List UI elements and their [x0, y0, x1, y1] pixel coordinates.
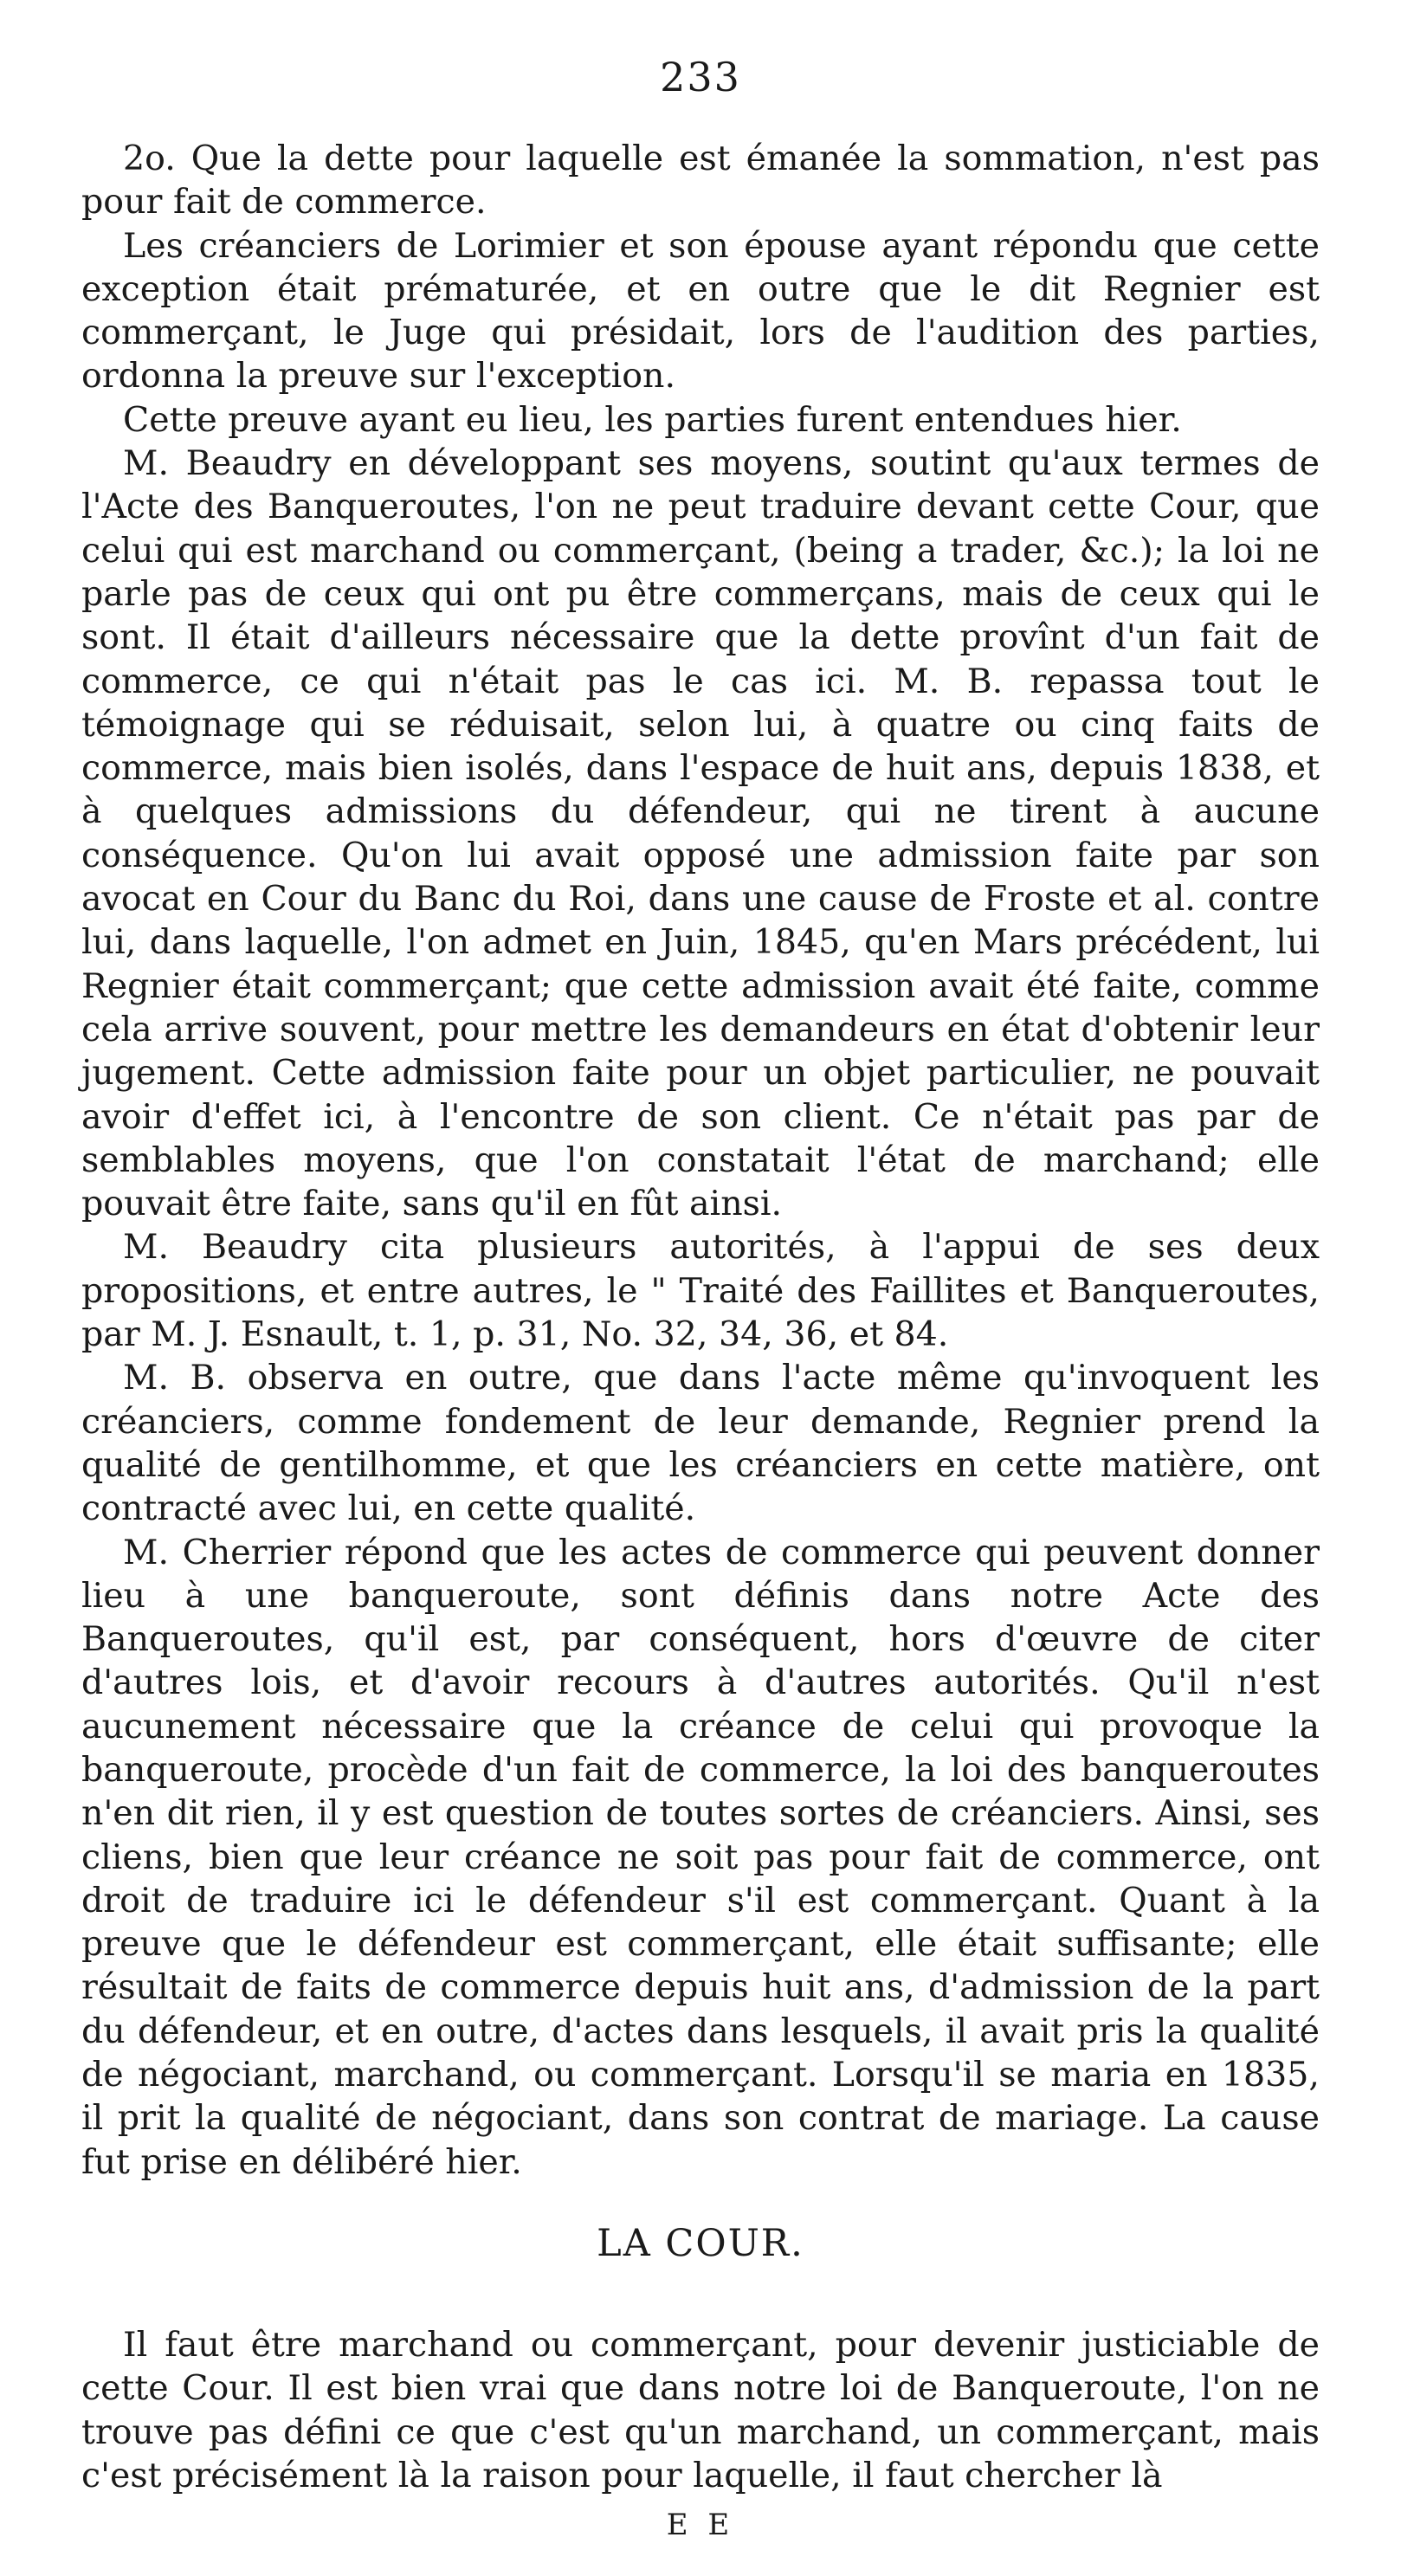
paragraph: Il faut être marchand ou commerçant, pour devenir justiciable de cette Cour. Il est bien vrai que dans notre loi de Banqueroute, l'on ne trouve pas défini ce que c'est qu'un marchand, un commerçant, mais c'est précisément là la raison pour laquelle, il faut chercher là: [81, 2325, 1320, 2495]
section-heading: LA COUR.: [597, 2222, 804, 2265]
paragraph: 2o. Que la dette pour laquelle est émanée la sommation, n'est pas pour fait de commerce.: [81, 139, 1320, 223]
paragraph: M. Beaudry cita plusieurs autorités, à l'appui de ses deux propositions, et entre autres, le " Traité des Faillites et Banqueroutes, par M. J. Esnault, t. 1, p. 31, No. 32, 34, 36, et 84.: [81, 1227, 1320, 1355]
body-text: [81, 137, 1320, 2184]
paragraph: Cette preuve ayant eu lieu, les parties furent entendues hier.: [123, 399, 1182, 440]
paragraph: M. Cherrier répond que les actes de commerce qui peuvent donner lieu à une banqueroute, sont définis dans notre Acte des Banqueroutes, qu'il est, par conséquent, hors d'œuvre de citer d'autres lois, et d'avoir recours à d'autres autorités. Qu'il n'est aucunement nécessaire que la créance de celui qui provoque la banqueroute, procède d'un fait de commerce, la loi des banqueroutes n'en dit rien, il y est question de toutes sortes de créanciers. Ainsi, ses cliens, bien que leur créance ne soit pas pour fait de commerce, ont droit de traduire ici le défendeur s'il est commerçant. Quant à la preuve que le défendeur est commerçant, elle était suffisante; elle résultait de faits de commerce depuis huit ans, d'admission de la part du défendeur, et en outre, d'actes dans lesquels, il avait pris la qualité de négociant, marchand, ou commerçant. Lorsqu'il se maria en 1835, il prit la qualité de négociant, dans son contrat de mariage. La cause fut prise en délibéré hier.: [81, 1532, 1320, 2182]
page-number: 233: [660, 54, 741, 100]
paragraph: M. Beaudry en développant ses moyens, soutint qu'aux termes de l'Acte des Banqueroutes, l'on ne peut traduire devant cette Cour, que celui qui est marchand ou commerçant, (being a trader, &c.); la loi ne parle pas de ceux qui ont pu être commerçans, mais de ceux qui le sont. Il était d'ailleurs nécessaire que la dette provînt d'un fait de commerce, ce qui n'était pas le cas ici. M. B. repassa tout le témoignage qui se réduisait, selon lui, à quatre ou cinq faits de commerce, mais bien isolés, dans l'espace de huit ans, depuis 1838, et à quelques admissions du défendeur, qui ne tirent à aucune conséquence. Qu'on lui avait opposé une admission faite par son avocat en Cour du Banc du Roi, dans une cause de Froste et al. contre lui, dans laquelle, l'on admet en Juin, 1845, qu'en Mars précédent, lui Regnier était commerçant; que cette admission avait été faite, comme cela arrive souvent, pour mettre les demandeurs en état d'obtenir leur jugement. Cette admission faite pour un objet particulier, ne pouvait avoir d'effet ici, à l'encontre de son client. Ce n'était pas par de semblables moyens, que l'on constatait l'état de marchand; elle pouvait être faite, sans qu'il en fût ainsi.: [81, 443, 1320, 1224]
paragraph: M. B. observa en outre, que dans l'acte même qu'invoquent les créanciers, comme fondement de leur demande, Regnier prend la qualité de gentilhomme, et que les créanciers en cette matière, ont contracté avec lui, en cette qualité.: [81, 1358, 1320, 1529]
signature-mark: E E: [666, 2508, 735, 2542]
paragraph: Les créanciers de Lorimier et son épouse ayant répondu que cette exception était prématurée, et en outre que le dit Regnier est commerçant, le Juge qui présidait, lors de l'audition des parties, ordonna la preuve sur l'exception.: [81, 225, 1320, 397]
court-text: [81, 2323, 1320, 2497]
